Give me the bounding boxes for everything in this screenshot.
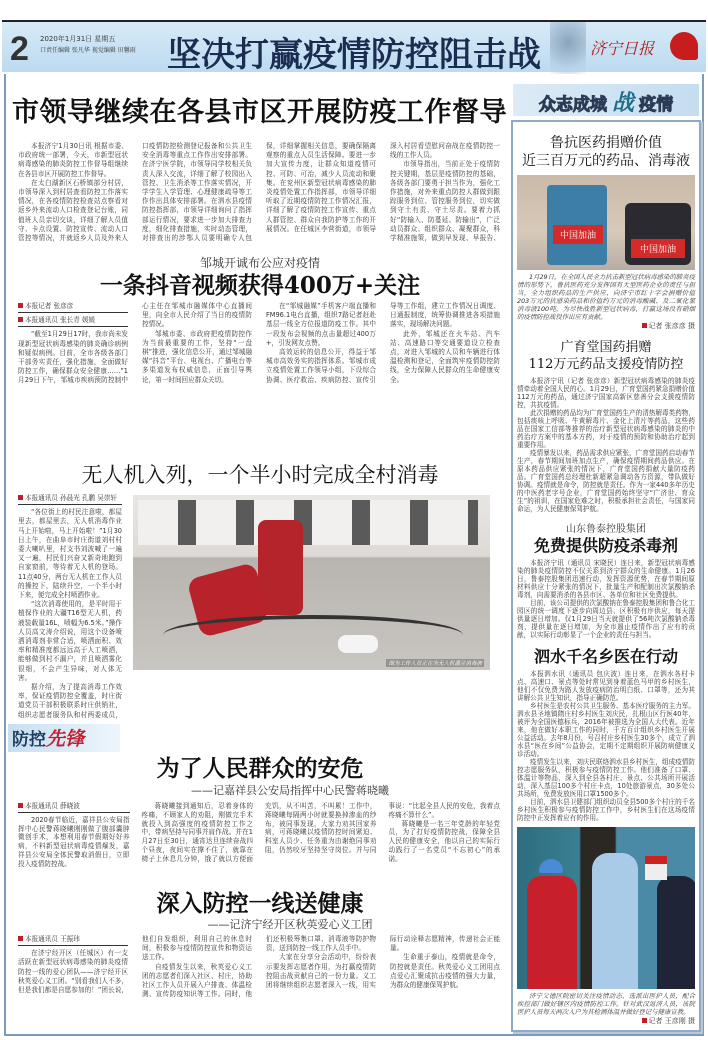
- lutai-body: 本报济宁讯（通讯员 宋晓民）连日来，新型冠状病毒感染的肺炎疫情防控不仅关系到济宁群众的生命健康。1月26日，鲁泰控股集团迅速行动，发挥资源优势，在春节期间原材料供应十分紧张的情况下，批量生产和配制出次氯酸钠杀毒剂，向需要消杀的各县市区、各单位和社区免费提供。 目前，该公司提供的次氯酸钠在鲁泰控股集团和鲁合化工园区的统一调度下逐步向周边县、区积极有序供应，每天提供量逐日增加。仅1月29日当天就提供了56吨次氯酸钠杀毒剂，提供量在逐日增加，为全市遏止疫情作出了应有的贡献，以实际行动彰显了一个企业的责任与担当。: [517, 559, 695, 639]
- trucks-photo: [517, 175, 695, 270]
- byline: 本报通讯员 孙晨光 孔鹏 吴崇轩: [18, 494, 122, 505]
- truck-banner: 中国加油: [553, 225, 603, 244]
- pioneer-headline-2: 深入防控一线送健康: [156, 890, 364, 917]
- lutai-headline: 免费提供防疫杀毒剂: [533, 536, 678, 555]
- drone-headline: 无人机入列，一个半小时完成全村消毒: [81, 463, 439, 487]
- douyin-body: 本报记者 张彦彦 本报通讯员 张长青 媛媛 “截至1月29日17时，我市尚未发现新型冠状病毒感染的肺炎确诊病例和疑似病例。目前，全市各级各部门干部务实责任，强化措施，全面做好防控工作，确保群众安全健康……”1月29日下午，邹城市疾病预防控制中心主任在邹城市融媒体中心直播间里，向全市人民介绍了当日的疫情防控情况。 邹城市委、市政府把疫情防控作为当前最重要的工作，坚持“一盘棋”推进，强化信息公开，通过邹城融媒“抖音”平台、电视台、广播电台等多渠道发布权威信息，正面引导舆论，第一时间回应群众关切。 在“邹城融媒”手机客户端直播和FM96.1电台直播，组织7路记者赶赴基层一线全方位报道防疫工作。其中一段发布会视频的点击量超过400万+，引发网友点赞。 高效运转的信息公开，得益于邹城市高效务实的指挥体系。邹城市成立疫情处置工作领导小组，下设综合协调、医疗救治、疾病防控、宣传引导等工作组，建立工作情况日调度、日通报制度，统筹协调推进各项措施落实，现场解决问题。 此外，邹城还在火车站、汽车站、高速路口等交通要道设立检查点，对进入邹城的人员和车辆进行体温检测和登记，全面筑牢疫情防控防线，全力保障人民群众的生命健康安全。: [18, 302, 500, 385]
- masthead-photo: [550, 22, 586, 74]
- lukang-caption: 1月29日，在全国人民全力抗击新型冠状病毒感染的肺炎疫情的形势下，鲁抗医药充分发挥国有大型医药企业的责任与担当，全力组织药品的生产供应，向济宁市红十字会捐赠价值203万元的抗感染药品和价值约万元的消毒酸碱、及二氧化氯消毒液100吨，为尽快战胜新型冠状病毒，打赢这场没有硝烟的疫情防控战役作出应有贡献。: [517, 273, 695, 321]
- photo-credit: 记者 张彦彦 摄: [517, 322, 695, 331]
- newspaper-logo: 济宁日报: [590, 39, 655, 58]
- pioneer-headline-1: 为了人民群众的安危: [156, 755, 364, 782]
- editors: 口责任编辑 张凡华 视觉编辑 田馨雨: [40, 47, 136, 54]
- medical-staff-photo: [517, 827, 695, 989]
- sishui-headline: 泗水千名乡医在行动: [533, 647, 678, 666]
- blue-cap: [539, 859, 563, 873]
- page-number: 2: [10, 30, 29, 68]
- van-banner: 中国加油: [631, 239, 685, 258]
- byline: 本报通讯员 薛晓波: [18, 802, 130, 813]
- photo-caption: 图为工作人员正在为无人机灌注消毒液: [388, 661, 482, 667]
- page-masthead: 坚决打赢疫情防控阻击战: [167, 35, 541, 75]
- pioneer-body-1: 本报通讯员 薛晓波 2020春节临近，嘉祥县公安局指挥中心民警蒋晓曦刚刚做了腹部囊肿微创手术，本想利用春节假期好好养病，不料新型冠状病毒疫情爆发，嘉祥县公安局全体民警取消假日，立即投入疫情防控战。 蒋晓曦接到通知后，忍着身体的疼痛，不顾家人的劝阻，刚做完手术就投入到高强度的疫情防控工作之中，带病坚持与同事并肩作战。并在1月27日至30日，通宵达旦连续奋战四个昼夜，夜间实在撑不住了，就靠在椅子上休息几分钟，饿了就以方便面充饥，从不叫苦，不叫累！工作中，蒋晓曦每隔两小时就要换掉渗血的纱布，被同事发现，大家力劝其回家养病，可蒋晓曦以疫情防控时间紧迫、科室人员少、任务重为由谢绝同事劝阻，仍然咬牙坚持坚守岗位。并与同事说：“比起全县人民的安危，我着点疼痛不算什么”。 蒋晓曦是一名三年党龄的年轻党员，为了打好疫情防控战，保障全县人民的健康安全，他以自己的实际行动践行了一名党员“不忘初心”的承诺。: [18, 802, 500, 868]
- guangyu-headline: 广育堂国药捐赠 112万元药品支援疫情防控: [528, 340, 684, 372]
- building-windows: [138, 500, 478, 545]
- medical-caption: 济宁父德区院密切关注疫情动态，选派出医护人员，配合疾控部门做好辖区内疫情防控工作。针对武汉返济人员，该院医护人员每天两次入户为其检测体温并做好登记与健康宣教。: [517, 992, 695, 1016]
- drone-photo: [133, 495, 490, 670]
- drone: [163, 615, 463, 655]
- person-protective-suit: [592, 853, 638, 989]
- issue-date: 2020年1月31日 星期五: [40, 35, 116, 43]
- byline: 本报通讯员 张长青 媛媛: [18, 316, 128, 327]
- lead-headline: 市领导继续在各县市区开展防疫工作督导: [12, 97, 507, 127]
- byline: 本报通讯员 王振玮: [18, 935, 128, 946]
- drone-tank: [338, 635, 378, 653]
- person-red-coat: [527, 876, 577, 989]
- right-banner: 众志成城 战 疫情: [513, 84, 699, 116]
- pioneer-body-2: 本报通讯员 王振玮 在济宁经开区（任城区）有一支活跃在新型冠状病毒感染的肺炎疫情防控一线的爱心团队——济宁经开区秋英爱心义工团。“别看我们人不多，但是我们都是自愿参加的！”团长说，他们自发组织，利用自己的休息时间，积极参与疫情防控宣传和物资运送工作。 自疫情发生以来，秋英爱心义工团的志愿者们深入社区、村庄，协助社区工作人员开展入户排查、体温检测、宣传防疫知识等工作。同时，他们还积极筹集口罩、消毒液等防护物资，送到防控一线工作人员手中。 大家在分享分会活动中，纷纷表示要发挥志愿者作用，为打赢疫情防控阻击战贡献自己的一份力量。义工团将继续组织志愿者深入一线，用实际行动诠释志愿精神，传递社会正能量。 生命重于泰山，疫情就是命令，防控就是责任。秋英爱心义工团用点点爱心汇聚成抗击疫情的强大力量，为群众的健康保驾护航。: [18, 935, 500, 999]
- douyin-headline: 一条抖音视频获得400万+关注: [99, 272, 421, 299]
- person-dark-coat: [657, 876, 695, 989]
- lutai-kicker: 山东鲁泰控股集团: [566, 524, 646, 535]
- pioneer-subtitle-2: ——记济宁经开区秋英爱心义工团: [207, 918, 373, 931]
- logo-mark-icon: [670, 32, 698, 60]
- page-header: [2, 20, 706, 75]
- lead-body: 本报济宁1月30日讯 根据市委、市政府统一部署，今天，市新型冠状病毒感染的肺炎防控工作督导组继续在各县市区开展防控工作督导。 在太白湖新区石桥镇部分村居，市领导深入到村居查看防控工作落实情况，在各疫情防控检查站点察看对返乡外来流动人口检查登记台账，同值班人员亲切交谈，详细了解人员值守、卡点设置、防控宣传、流动人口管控等情况，并就返乡人员及外来人口疫情防控检测登记报备和公共卫生安全消毒等重点工作作出安排部署。在济宁医学院，市领导同学校相关负责人深入交流，详细了解了校园出入管控、卫生消杀等工作落实情况，开学学生入学管理、心理健康疏导等工作作出具体安排部署。在泗水县疫情防控指挥部，市领导详细询问了指挥部运行情况，要求进一步加大排查力度，细化排查措施，实时动态管理，对排查出的涉鄂人员要明确专人包保，详细掌握相关信息，要确保隔离观察的重点人员生活保障。要进一步加大宣传力度，让群众知道疫情可控、可防、可治，减少人员流动和聚集。在兖州区新型冠状病毒感染的肺炎疫情处置工作指挥部，市领导详细听取了近期疫情防控工作情况汇报，详细了解了疫情防控工作宣传、重点人群管控、群众自我防护等工作的开展情况。在任城区李营街道，市领导深入村居看望慰问奋战在疫情防控一线的工作人员。 市领导指出，当前正处于疫情防控关键期，基层是疫情防控的基础，各级各部门要勇于担当作为，强化工作措施，对外来重点防控人群做到跟踪服务到位、管控服务到位，切实做到守土有责、守土尽责。要着力抓好“防输入、防蔓延、防输出”，广泛动员群众、组织群众、凝聚群众，科学精准施策，做到早发现、早报告、: [18, 142, 500, 243]
- person-standing: [258, 520, 303, 615]
- pioneer-subtitle-1: ——记嘉祥县公安局指挥中心民警蒋晓曦: [191, 784, 389, 797]
- photo-credit: 记者 王彦刚 摄: [517, 1017, 695, 1026]
- header-info: [40, 34, 136, 56]
- sishui-body: 本报泗水讯（通讯员 包庆波）连日来，在泗水各村卡点、高速口、景点等处时常见到身着蓝色马甲的乡村医生，他们不仅免费为路人发放疫病防治明白纸、口罩等，还为其讲解公共卫生知识，指导正确防范。 乡村医生是农村公共卫生服务、基本医疗服务的主力军。泗水县圣地镇隋庄村乡村医生刘庆民，扎根山区行医40年，被评为全国医德标兵，2016年被推选为全国人大代表。近年来，他在做好本职工作的同时，千方百计组织乡村医生开展公益活动。去年8月份，号召村庄乡村医生30多个，成立了泗水县“医在乡间”公益协会，定期不定期组织开展防病健康义诊活动。 疫情发生以来，刘庆民联络泗水县乡村医生，组成疫情防控志愿服务队，积极参与疫情防控工作。他们准备了口罩、体温计等物品，深入到全县各村庄、景点、公共场所开展活动，深入基层100多个村庄卡点，10处旅游景点，30多处公共场所，免费发放医用口罩1500多个。 目前，泗水县卫健部门组织动员全县500多个村庄的千名乡村医生积极参与疫情防控工作中，乡村医生们在这场疫情防控中正发挥着应有的作用。: [517, 670, 695, 822]
- door-notice: [645, 856, 667, 880]
- section-banner: 防控先锋: [8, 724, 120, 752]
- drone-body: 本报通讯员 孙晨光 孔鹏 吴崇轩 “各位街上的村民注意啦，都屋里去，都屋里去，无人机消毒作业马上开始啦，马上开始啦！”1月30日上午，在曲阜市时庄街道刘村村委大喇叭里，村支书刘波喊了一遍又一遍，村民们兴奋又新奇地跑到自家窗前，等待着无人机的登场。11点40分，两台无人机在工作人员的操控下，陆续升空，一个半小时下来，便完成全村喷洒作业。 “这次消毒使用的，是平时用于植保作业的大疆T16型无人机，药液装载量16L，喷幅为6.5米。”操作人员高文涛介绍说，用这个设备喷洒消毒剂非常合适，喷洒面积、效率和精准度都远远高于人工喷洒，能够做到村不漏户，并且喷洒雾化很细，不会产生异味，对人体无害。 据介绍，为了提高消毒工作效率，保证疫情防控全覆盖，时庄街道党员干部积极联系时庄供销社，组织志愿者服务队和村两委成员，: [18, 494, 122, 719]
- douyin-kicker: 邹城开诚布公应对疫情: [199, 256, 320, 270]
- guangyu-body: 本报济宁讯（记者 张彦彦）新型冠状病毒感染的肺炎疫情牵动着全国人民的心。1月29日，广育堂国药紧急捐赠价值112万元的药品，通过济宁国家高新区慈善分会支援疫情防控，共抗疫情。 此次捐赠的药品均为广育堂国药生产的清热解毒类药物，包括痰咳上呼吸、牛黄解毒片、金化上清片等药品，这些药品在国家工信部等推荐的治疗新型冠状病毒感染的肺炎的中药治疗方案中的基本方药，对于疫情的预防和协助治疗起到重要作用。 疫情暴发以来，药品需求供应紧张，广育堂国药启动春节生产，春节期间加班加点生产，确保疫情期间药品供应。在原本药品供应紧张的情况下，广育堂国药捐献大量防疫药品。广育堂国药总经理杜新超紧急调动各方资源，带队做好协调。疫情就是命令，防控就是责任。作为一家440多年历史的中医药老字号企业，广育堂国药始终坚守“广济世、育众生”的祖训，在国家危难之时，积极承担社会责任，与国家同命运，为人民健康保驾护航。: [517, 377, 695, 513]
- byline: 本报记者 张彦彦: [18, 302, 128, 313]
- right-column: [515, 122, 697, 1028]
- lukang-headline: 鲁抗医药捐赠价值 近三百万元的药品、消毒液: [522, 135, 690, 169]
